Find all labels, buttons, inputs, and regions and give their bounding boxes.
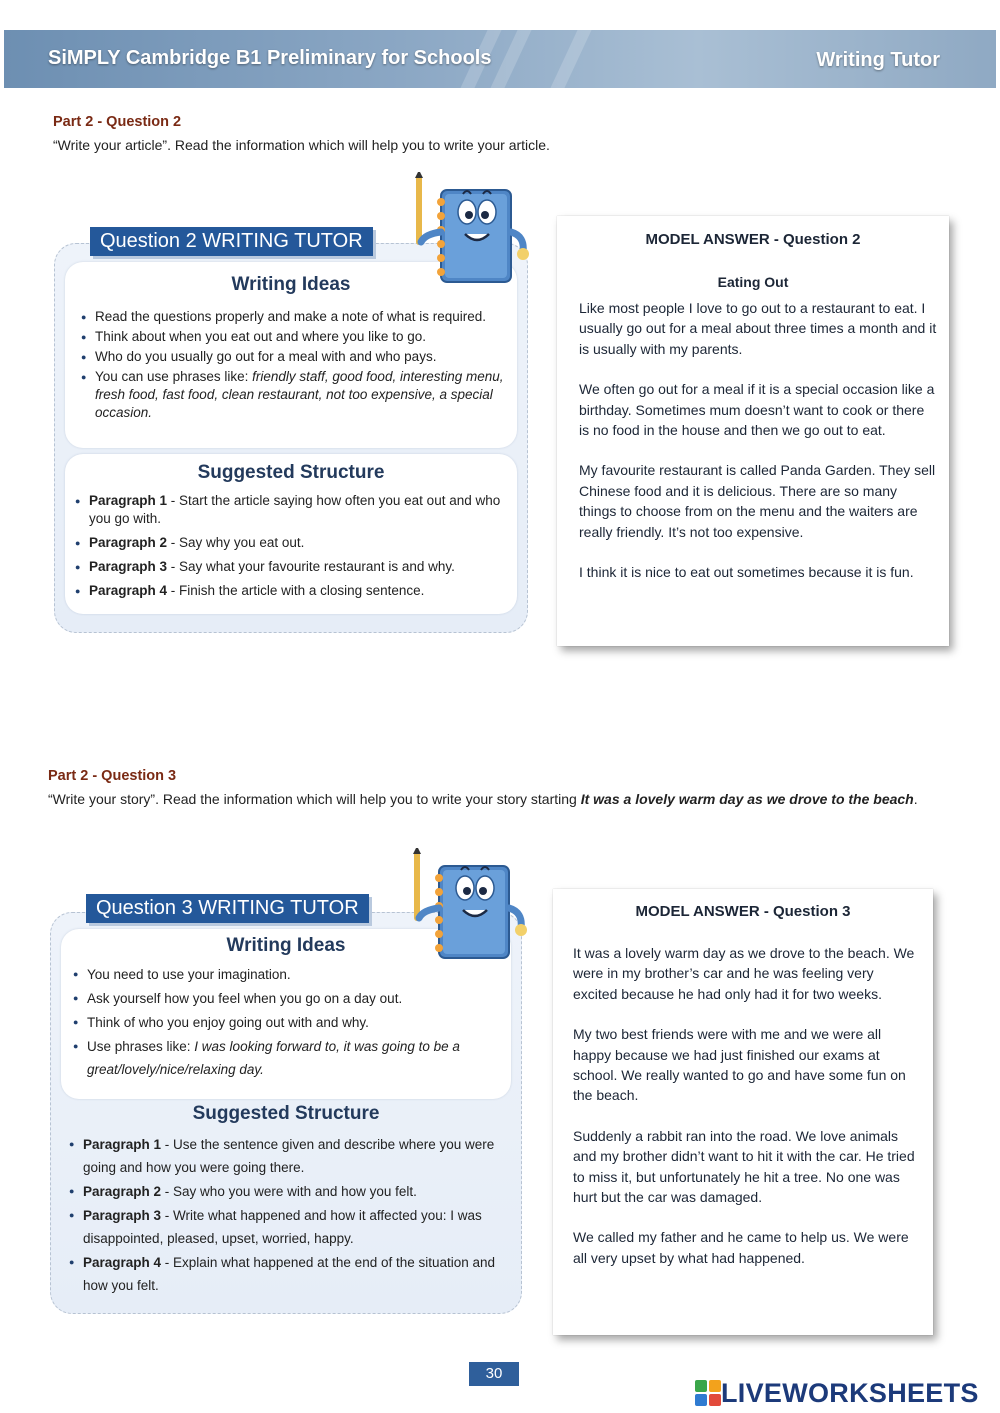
- q3-ideas-list: [73, 963, 503, 1082]
- q3-structure-list: [69, 1133, 501, 1298]
- q2-ideas-box: [65, 262, 517, 448]
- model-paragraph: We called my father and he came to help us. We were all very upset by what had happened.: [573, 1229, 909, 1266]
- section-title: Writing Tutor: [816, 49, 940, 71]
- q3-tutor-banner: Question 3 WRITING TUTOR: [86, 894, 369, 923]
- list-item: [81, 368, 511, 422]
- model-paragraph: We often go out for a meal if it is a special occasion like a birthday. Sometimes mum doesn’t want to cook or there is no food in the house and then we go out to eat.: [579, 381, 935, 439]
- q2-ideas-title: Writing Ideas: [231, 274, 351, 295]
- paragraph-text: - Use the sentence given and describe where you were going and how you were going there.: [83, 1137, 495, 1175]
- q3-ideas-title: Writing Ideas: [226, 935, 346, 956]
- paragraph-text: - Write what happened and how it affected you: I was disappointed, pleased, upset, worried, happy.: [83, 1208, 482, 1246]
- liveworksheets-brand: LIVEWORKSHEETS: [721, 1377, 979, 1408]
- model-paragraph: Suddenly a rabbit ran into the road. We love animals and my brother didn’t want to hit it with the car. He tried to miss it, but unfortunately he hit a tree. No one was hurt but the car was damaged.: [573, 1127, 915, 1206]
- list-item: [75, 558, 511, 576]
- q3-instruction-emphasis: It was a lovely warm day as we drove to the beach: [580, 791, 914, 807]
- page-number: 30: [469, 1362, 519, 1386]
- model-paragraph: My two best friends were with me and we were all happy because we had just finished our exams at school. We really wanted to go and have some fun on the beach.: [573, 1026, 906, 1104]
- q3-instruction: [48, 789, 968, 809]
- book-title: SiMPLY Cambridge B1 Preliminary for Schools: [48, 47, 492, 69]
- q2-structure-list: [75, 492, 511, 606]
- paragraph-text: - Explain what happened at the end of the situation and how you felt.: [83, 1255, 496, 1293]
- list-item: [69, 1133, 501, 1179]
- q3-part-title: Part 2 - Question 3: [48, 768, 177, 784]
- q2-structure-title: Suggested Structure: [197, 462, 385, 483]
- notebook-mascot-icon: [405, 172, 535, 284]
- list-item: [75, 492, 511, 528]
- list-item: [69, 1251, 501, 1297]
- q2-tutor-banner: Question 2 WRITING TUTOR: [90, 227, 373, 256]
- paragraph-text: - Say what your favourite restaurant is and why.: [167, 559, 455, 574]
- list-item: ● Who do you usually go out for a meal with and who pays.: [81, 348, 511, 366]
- q3-model-body: [573, 943, 918, 1288]
- q2-ideas-list: [81, 308, 511, 424]
- paragraph-text: - Start the article saying how often you eat out and who you go with.: [89, 493, 501, 526]
- paragraph-label: Paragraph 1: [89, 493, 168, 508]
- q3-structure-title: Suggested Structure: [192, 1103, 380, 1124]
- page-header: [4, 30, 996, 88]
- q3-model-answer-card: [553, 889, 933, 1335]
- list-item: [69, 1180, 501, 1203]
- paragraph-label: Paragraph 3: [83, 1208, 162, 1223]
- q2-model-body: [579, 298, 937, 602]
- list-item: ● Ask yourself how you feel when you go on a day out.: [73, 987, 503, 1010]
- paragraph-label: Paragraph 4: [89, 583, 168, 598]
- q3-instruction-lead: “Write your story”. Read the information which will help you to write your story starting: [48, 791, 581, 807]
- q2-tutor-panel: [54, 243, 528, 633]
- list-item: [75, 534, 511, 552]
- notebook-mascot-icon: [403, 848, 533, 960]
- list-item: [73, 1035, 503, 1081]
- model-paragraph: I think it is nice to eat out sometimes because it is fun.: [579, 564, 914, 581]
- paragraph-text: - Finish the article with a closing sentence.: [167, 583, 425, 598]
- paragraph-text: - Say why you eat out.: [167, 535, 305, 550]
- q2-part-title: Part 2 - Question 2: [53, 114, 182, 130]
- paragraph-label: Paragraph 3: [89, 559, 168, 574]
- list-item: ● Think about when you eat out and where you like to go.: [81, 328, 511, 346]
- paragraph-label: Paragraph 2: [89, 535, 168, 550]
- liveworksheets-grid-icon: [695, 1380, 721, 1406]
- paragraph-label: Paragraph 2: [83, 1184, 162, 1199]
- model-paragraph: My favourite restaurant is called Panda Garden. They sell Chinese food and it is delicious. There are so many things to choose from on the menu and the waiters are really friendly. It’s not too expensive.: [579, 462, 936, 540]
- q2-model-title: MODEL ANSWER - Question 2: [645, 231, 861, 248]
- q2-structure-box: [65, 454, 517, 614]
- list-item: [69, 1204, 501, 1250]
- q2-model-subtitle: Eating Out: [717, 274, 789, 290]
- model-paragraph: It was a lovely warm day as we drove to the beach. We were in my brother’s car and he was feeling very excited because he had only had it for two weeks.: [573, 945, 915, 1002]
- paragraph-label: Paragraph 4: [83, 1255, 162, 1270]
- q2-instruction: “Write your article”. Read the information which will help you to write your article.: [53, 137, 550, 153]
- paragraph-text: - Say who you were with and how you felt.: [161, 1184, 417, 1199]
- list-item: ● Read the questions properly and make a note of what is required.: [81, 308, 511, 326]
- liveworksheets-logo[interactable]: [695, 1378, 979, 1408]
- q3-model-title: MODEL ANSWER - Question 3: [635, 903, 851, 920]
- list-item: [75, 582, 511, 600]
- model-paragraph: Like most people I love to go out to a restaurant to eat. I usually go out for a meal about three times a month and it is usually with my parents.: [579, 300, 937, 357]
- q3-instruction-end: .: [913, 791, 918, 807]
- paragraph-label: Paragraph 1: [83, 1137, 162, 1152]
- list-item: ● Think of who you enjoy going out with and why.: [73, 1011, 503, 1034]
- phrases-intro: Use phrases like:: [87, 1039, 195, 1054]
- phrases-list: I was looking forward to, it was going to be a great/lovely/nice/relaxing day.: [87, 1039, 460, 1077]
- q2-model-answer-card: [557, 216, 949, 646]
- phrases-list: friendly staff, good food, interesting menu, fresh food, fast food, clean restaurant, not too expensive, a special occasion.: [95, 369, 504, 420]
- list-item: ● You need to use your imagination.: [73, 963, 503, 986]
- q3-tutor-panel: [50, 912, 522, 1314]
- q3-structure-box: [57, 1093, 515, 1303]
- header-decoration: [550, 30, 591, 88]
- phrases-intro: You can use phrases like:: [95, 369, 253, 384]
